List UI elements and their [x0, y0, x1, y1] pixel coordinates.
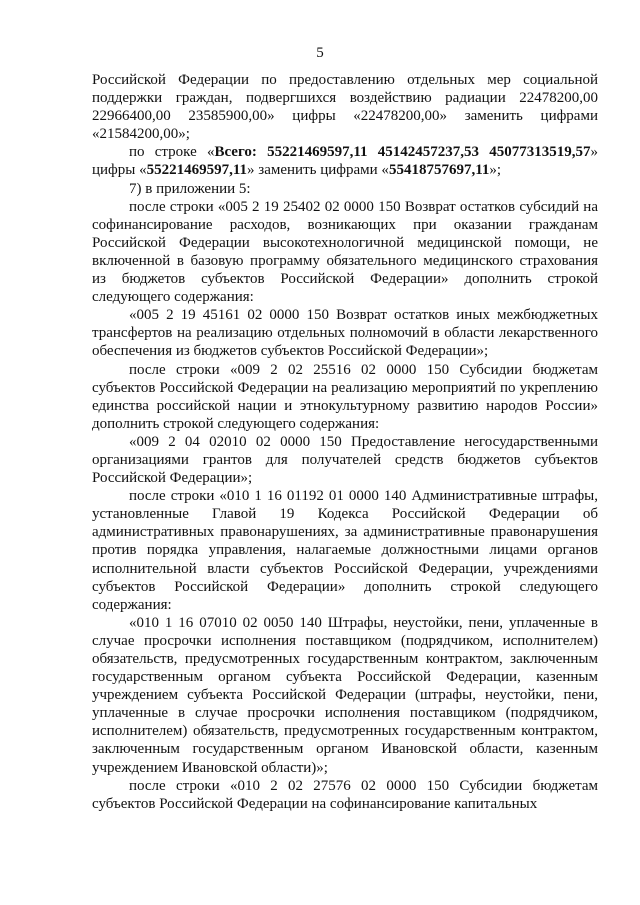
- paragraph: [92, 71, 598, 143]
- bold-text: Всего: 55221469597,11 45142457237,53 45077313519,57: [214, 144, 591, 161]
- page-number: 5: [316, 45, 324, 61]
- text-run: Российской Федерации по предоставлению отдельных мер социальной поддержки граждан, подвергшихся воздействию радиации 22478200,00 22966400,00 23585900,00» цифры «22478200,00» заменить цифрами «21584200,00»;: [92, 72, 598, 143]
- paragraph: [92, 306, 598, 360]
- text-run: » заменить цифрами «: [247, 162, 389, 179]
- paragraph: [92, 143, 598, 179]
- paragraph: [92, 777, 598, 813]
- text-run: 7) в приложении 5:: [129, 180, 251, 197]
- text-run: »;: [489, 162, 502, 179]
- text-run: «005 2 19 45161 02 0000 150 Возврат остатков иных межбюджетных трансфертов на реализацию отдельных полномочий в области лекарственного обеспечения из бюджетов субъектов Российской Федерации»;: [92, 307, 598, 360]
- bold-text: 55418757697,11: [388, 162, 490, 179]
- paragraph: [92, 198, 598, 307]
- bold-text: 55221469597,11: [146, 162, 248, 179]
- paragraph: [92, 433, 598, 487]
- text-run: после строки «010 1 16 01192 01 0000 140 Административные штрафы, установленные Главой 19 Кодекса Российской Федерации об административных правонарушениях, за административные правонарушения против порядка управления, налагаемые должностными лицами органов исполнительной власти субъектов Российской Федерации, учреждениями субъектов Российской Федерации» дополнить строкой следующего содержания:: [92, 488, 598, 613]
- paragraph: [92, 180, 598, 198]
- paragraph: [92, 361, 598, 433]
- document-body: [92, 71, 598, 813]
- text-run: » цифры «: [92, 144, 598, 179]
- text-run: после строки «005 2 19 25402 02 0000 150 Возврат остатков субсидий на софинансирование расходов, возникающих при оказании гражданам Российской Федерации высокотехнологичной медицинской помощи, не включенной в базовую программу обязательного медицинского страхования из бюджетов субъектов Российской Федерации» дополнить строкой следующего содержания:: [92, 198, 598, 306]
- paragraph: [92, 487, 598, 614]
- text-run: «010 1 16 07010 02 0050 140 Штрафы, неустойки, пени, уплаченные в случае просрочки исполнения поставщиком (подрядчиком, исполнителем) обязательств, предусмотренных государственным контрактом, заключенным государственным органом субъекта Российской Федерации, казенным учреждением субъекта Российской Федерации (штрафы, неустойки, пени, уплаченные в случае просрочки исполнения поставщиком (подрядчиком, исполнителем) обязательств, предусмотренных государственным контрактом, заключенным государственным органом Ивановской области, казенным учреждением Ивановской области)»;: [92, 614, 598, 776]
- paragraph: [92, 614, 598, 777]
- text-run: после строки «010 2 02 27576 02 0000 150 Субсидии бюджетам субъектов Российской Федерации на софинансирование капитальных: [92, 777, 598, 812]
- text-run: по строке «: [129, 144, 215, 161]
- text-run: после строки «009 2 02 25516 02 0000 150 Субсидии бюджетам субъектов Российской Федерации на реализацию мероприятий по укреплению единства российской нации и этнокультурному развитию народов России» дополнить строкой следующего содержания:: [92, 361, 598, 432]
- text-run: «009 2 04 02010 02 0000 150 Предоставление негосударственными организациями грантов для получателей средств бюджетов субъектов Российской Федерации»;: [92, 433, 598, 487]
